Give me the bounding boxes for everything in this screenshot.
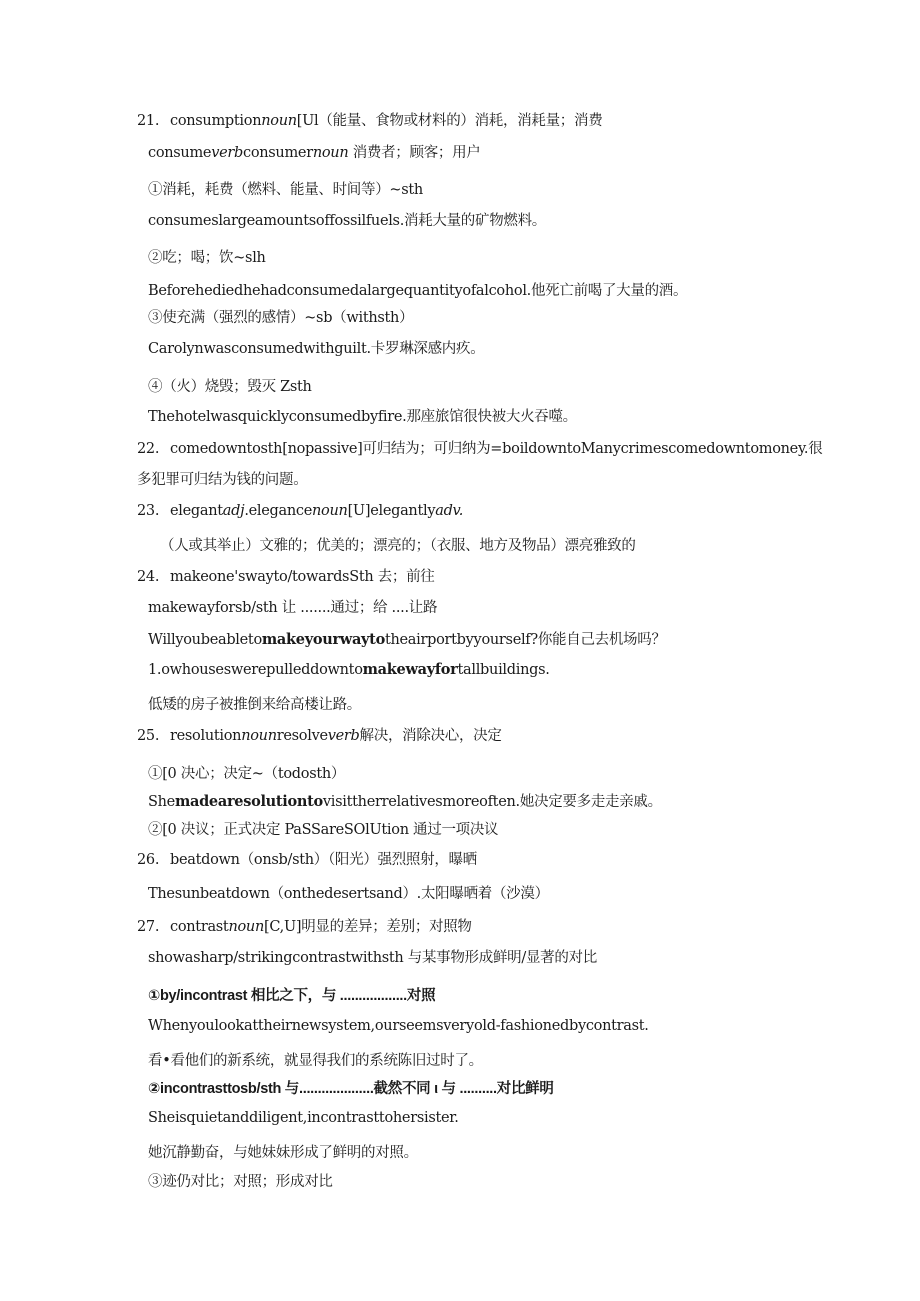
part-of-speech: verb: [211, 145, 243, 161]
headword: resolution: [170, 728, 242, 744]
phrase-line: makewayforsb/sth 让 .......通过；给 ....让路: [148, 600, 438, 616]
part-of-speech: noun: [241, 728, 277, 744]
example-text: She: [148, 794, 175, 810]
headword: elegant: [170, 503, 223, 519]
entry-number: 21.: [137, 113, 160, 129]
entry-headword-line: [170, 111, 602, 131]
derived-word: consumer: [243, 145, 313, 161]
example-text: Willyoubeableto: [148, 632, 262, 648]
example-line: [148, 660, 550, 680]
part-of-speech: adv.: [435, 503, 464, 519]
example-line: Beforehediedhehadconsumedalargequantityofalcohol.他死亡前喝了大量的酒。: [148, 283, 688, 299]
entry-headword-line: makeone'swayto/towardsSth 去；前往: [170, 569, 435, 585]
part-of-speech: noun: [228, 919, 265, 935]
sense-line: ①[0 决心；决定~（todosth）: [148, 766, 346, 782]
example-text: visittherrelativesmoreoften.她决定要多走走亲戚。: [322, 794, 662, 810]
part-of-speech: verb: [327, 728, 360, 744]
entry-number: 25.: [137, 728, 160, 744]
phrase-line: showasharp/strikingcontrastwithsth 与某事物形成鲜明/显著的对比: [148, 950, 597, 966]
example-highlight: makewayfor: [362, 661, 458, 678]
entry-headword-line: [170, 917, 472, 937]
example-line: [148, 792, 662, 812]
sense-line: ③迹仍对比；对照；形成对比: [148, 1174, 333, 1190]
phrase-heading: ②incontrasttosb/sth 与....................截然不同 ι 与 ..........对比鲜明: [148, 1081, 554, 1097]
sense-line: ④（火）烧毁；毁灭 Zsth: [148, 379, 312, 395]
phrase-heading: ①by/incontrast 相比之下，与 ..................对照: [148, 988, 436, 1004]
translation-line: 低矮的房子被推倒来给高楼让路。: [148, 697, 361, 713]
sense-line: ②[0 决议；正式决定 PaSSareSOlUtion 通过一项决议: [148, 822, 499, 838]
derived-word: consume: [148, 145, 212, 161]
derived-word: resolve: [276, 728, 328, 744]
example-line: consumeslargeamountsoffossilfuels.消耗大量的矿物燃料。: [148, 213, 547, 229]
headword: contrast: [170, 919, 229, 935]
sense-line: ②吃；喝；饮~slh: [148, 250, 266, 266]
sense-line: ①消耗，耗费（燃料、能量、时间等）~sth: [148, 182, 423, 198]
definition-line: （人或其举止）文雅的；优美的；漂亮的；（衣服、地方及物品）漂亮雅致的: [160, 538, 636, 554]
entry-headword-line: [170, 726, 502, 746]
entry-number: 22.: [137, 441, 160, 457]
translation-line: 她沉静勤奋，与她妹妹形成了鲜明的对照。: [148, 1145, 418, 1161]
definition: [C,U]明显的差异；差别；对照物: [264, 919, 472, 935]
definition: 解决，消除决心，决定: [359, 728, 502, 744]
derived-word: [U]elegantly: [347, 503, 436, 519]
headword: consumption: [170, 113, 262, 129]
example-line: Whenyoulookattheirnewsystem,ourseemsveryold-fashionedbycontrast.: [148, 1018, 649, 1034]
part-of-speech: noun: [261, 113, 297, 129]
entry-number: 27.: [137, 919, 160, 935]
example-line: [148, 630, 666, 650]
derived-words-line: [148, 143, 481, 163]
example-text: theairportbyyourself?你能自己去机场吗？: [384, 632, 666, 648]
sense-line: ③使充满（强烈的感情）~sb（withsth）: [148, 310, 414, 326]
part-of-speech: adj: [222, 503, 245, 519]
definition-continued: 多犯罪可归结为钱的问题。: [137, 472, 308, 488]
part-of-speech: noun: [312, 145, 349, 161]
example-line: Sheisquietanddiligent,incontrasttohersister.: [148, 1110, 459, 1126]
definition: 消费者；顾客；用户: [348, 145, 481, 161]
example-line: Thehotelwasquicklyconsumedbyfire.那座旅馆很快被大火吞噬。: [148, 409, 577, 425]
example-highlight: makeyourwayto: [261, 631, 385, 648]
entry-headword-line: comedowntosth[nopassive]可归结为；可归纳为=boildowntoManycrimescomedowntomoney.很: [170, 441, 823, 457]
example-highlight: madearesolutionto: [174, 793, 323, 810]
example-text: 1.owhouseswerepulleddownto: [148, 662, 363, 678]
entry-number: 26.: [137, 852, 160, 868]
example-line: Carolynwasconsumedwithguilt.卡罗琳深感内疚。: [148, 341, 485, 357]
entry-headword-line: beatdown（onsb/sth）（阳光）强烈照射，曝晒: [170, 852, 477, 868]
derived-word: .elegance: [244, 503, 313, 519]
entry-number: 23.: [137, 503, 160, 519]
entry-number: 24.: [137, 569, 160, 585]
example-line: Thesunbeatdown（onthedesertsand）.太阳曝晒着（沙漠）: [148, 886, 549, 902]
definition: [Ul（能量、食物或材料的）消耗，消耗量；消费: [296, 113, 603, 129]
translation-line: 看•看他们的新系统，就显得我们的系统陈旧过时了。: [148, 1053, 483, 1069]
example-text: tallbuildings.: [457, 662, 550, 678]
entry-headword-line: [170, 501, 463, 521]
part-of-speech: noun: [312, 503, 348, 519]
